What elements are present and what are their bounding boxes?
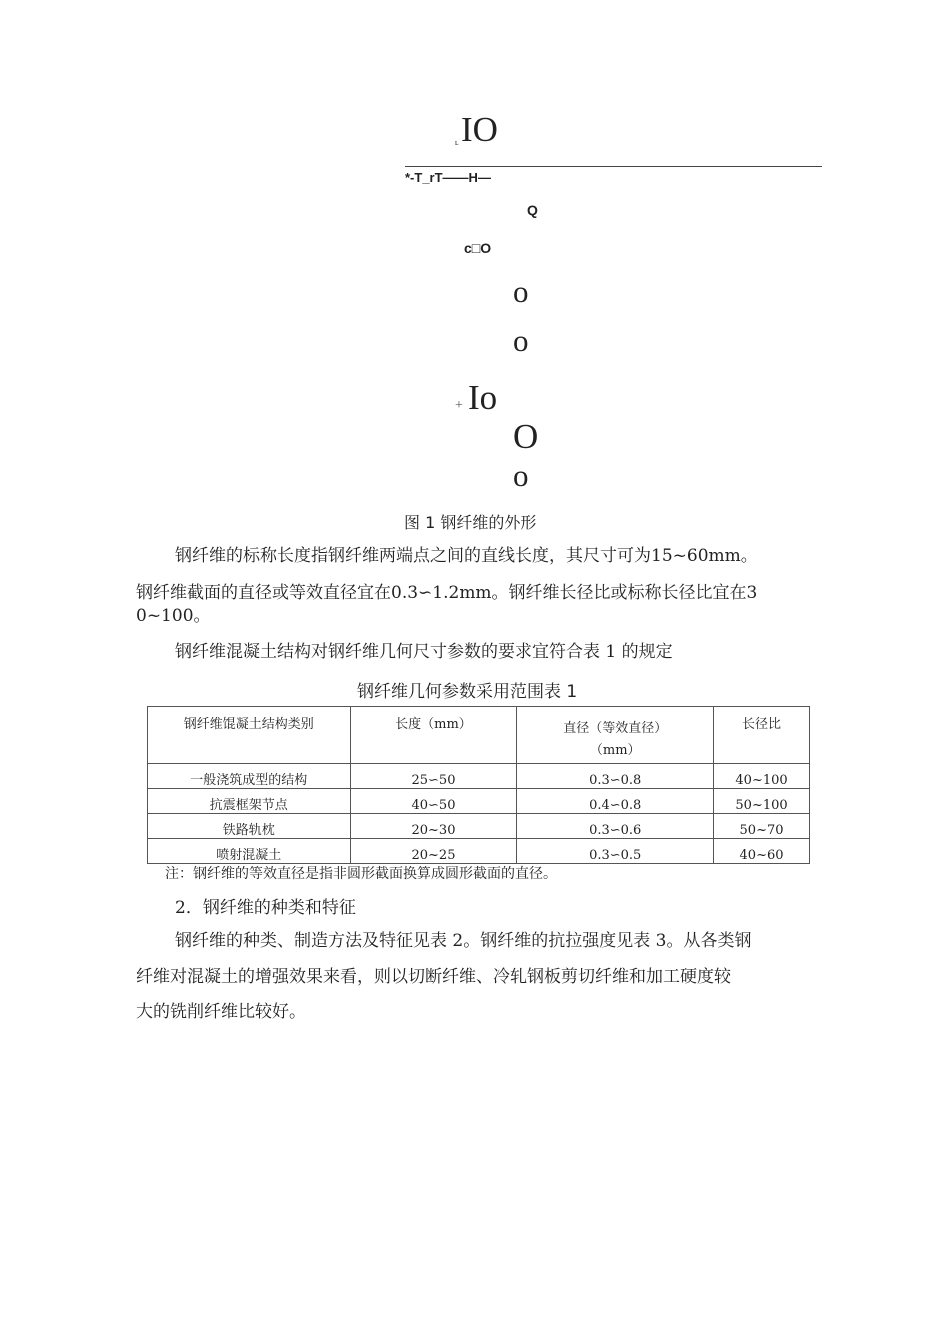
table-row (148, 814, 810, 839)
table-cell: 20~25 (350, 839, 517, 864)
figure-label-q: Q (527, 202, 538, 218)
section-2-line-3: 大的铣削纤维比较好。 (136, 1002, 306, 1022)
table-cell: 抗震框架节点 (148, 789, 351, 814)
figure-label-io-top: IO (461, 110, 498, 149)
paragraph-1-line-1: 钢纤维的标称长度指钢纤维两端点之间的直线长度，其尺寸可为15~60mm。 (175, 546, 758, 566)
table-header-ratio: 长径比 (714, 707, 810, 764)
table-row (148, 789, 810, 814)
table-cell: 一般浇筑成型的结构 (148, 764, 351, 789)
figure-label-o4: o (513, 458, 529, 493)
section-2-line-1: 钢纤维的种类、制造方法及特征见表 2。钢纤维的抗拉强度见表 3。从各类钢 (175, 931, 752, 951)
table-header-row (148, 707, 810, 764)
table-header-diameter (517, 707, 714, 764)
table-header-category: 钢纤维馄凝土结构类别 (148, 707, 351, 764)
table-header-diameter-unit: （mm） (589, 743, 641, 758)
table-title: 钢纤维几何参数采用范围表 1 (357, 682, 578, 702)
paragraph-1-line-2: 钢纤维截面的直径或等效直径宜在0.3∽1.2mm。钢纤维长径比或标称长径比宜在3 (136, 583, 758, 603)
table-cell: 喷射混凝土 (148, 839, 351, 864)
figure-label-o2: o (513, 323, 529, 358)
section-2-heading: 2．钢纤维的种类和特征 (175, 898, 356, 918)
table-cell: 0.3∽0.5 (517, 839, 714, 864)
figure-label-io-bottom: Io (468, 378, 498, 417)
paragraph-1-line-3: 0~100。 (136, 606, 211, 626)
figure-caption: 图 1 钢纤维的外形 (404, 513, 537, 532)
figure-label-axis: *-T_rT——H— (405, 170, 491, 185)
figure-mark: ʟ (455, 138, 459, 147)
table-header-diameter-label: 直径（等效直径） (563, 721, 668, 736)
figure-label-o1: o (513, 274, 529, 309)
section-2-line-2: 纤维对混凝土的增强效果来看，则以切断纤维、冷轧钢板剪切纤维和加工硬度较 (136, 967, 731, 987)
table-cell: 20~30 (350, 814, 517, 839)
parameter-table (147, 706, 810, 864)
table-cell: 25∽50 (350, 764, 517, 789)
table-row (148, 839, 810, 864)
table-cell: 40∽50 (350, 789, 517, 814)
figure-rule (405, 166, 822, 167)
figure-label-o3: O (513, 417, 539, 456)
table-cell: 0.3∽0.6 (517, 814, 714, 839)
table-row (148, 764, 810, 789)
table-cell: 0.3∽0.8 (517, 764, 714, 789)
table-cell: 铁路轨枕 (148, 814, 351, 839)
table-cell: 40~60 (714, 839, 810, 864)
table-header-length: 长度（mm） (350, 707, 517, 764)
table-cell: 40~100 (714, 764, 810, 789)
figure-plus-mark: + (455, 398, 463, 413)
table-cell: 50~100 (714, 789, 810, 814)
figure-label-cdo: c□O (464, 240, 492, 256)
table-cell: 0.4∽0.8 (517, 789, 714, 814)
table-note: 注：钢纤维的等效直径是指非圆形截面换算成圆形截面的直径。 (165, 866, 557, 882)
paragraph-2: 钢纤维混凝土结构对钢纤维几何尺寸参数的要求宜符合表 1 的规定 (175, 642, 673, 662)
table-cell: 50~70 (714, 814, 810, 839)
